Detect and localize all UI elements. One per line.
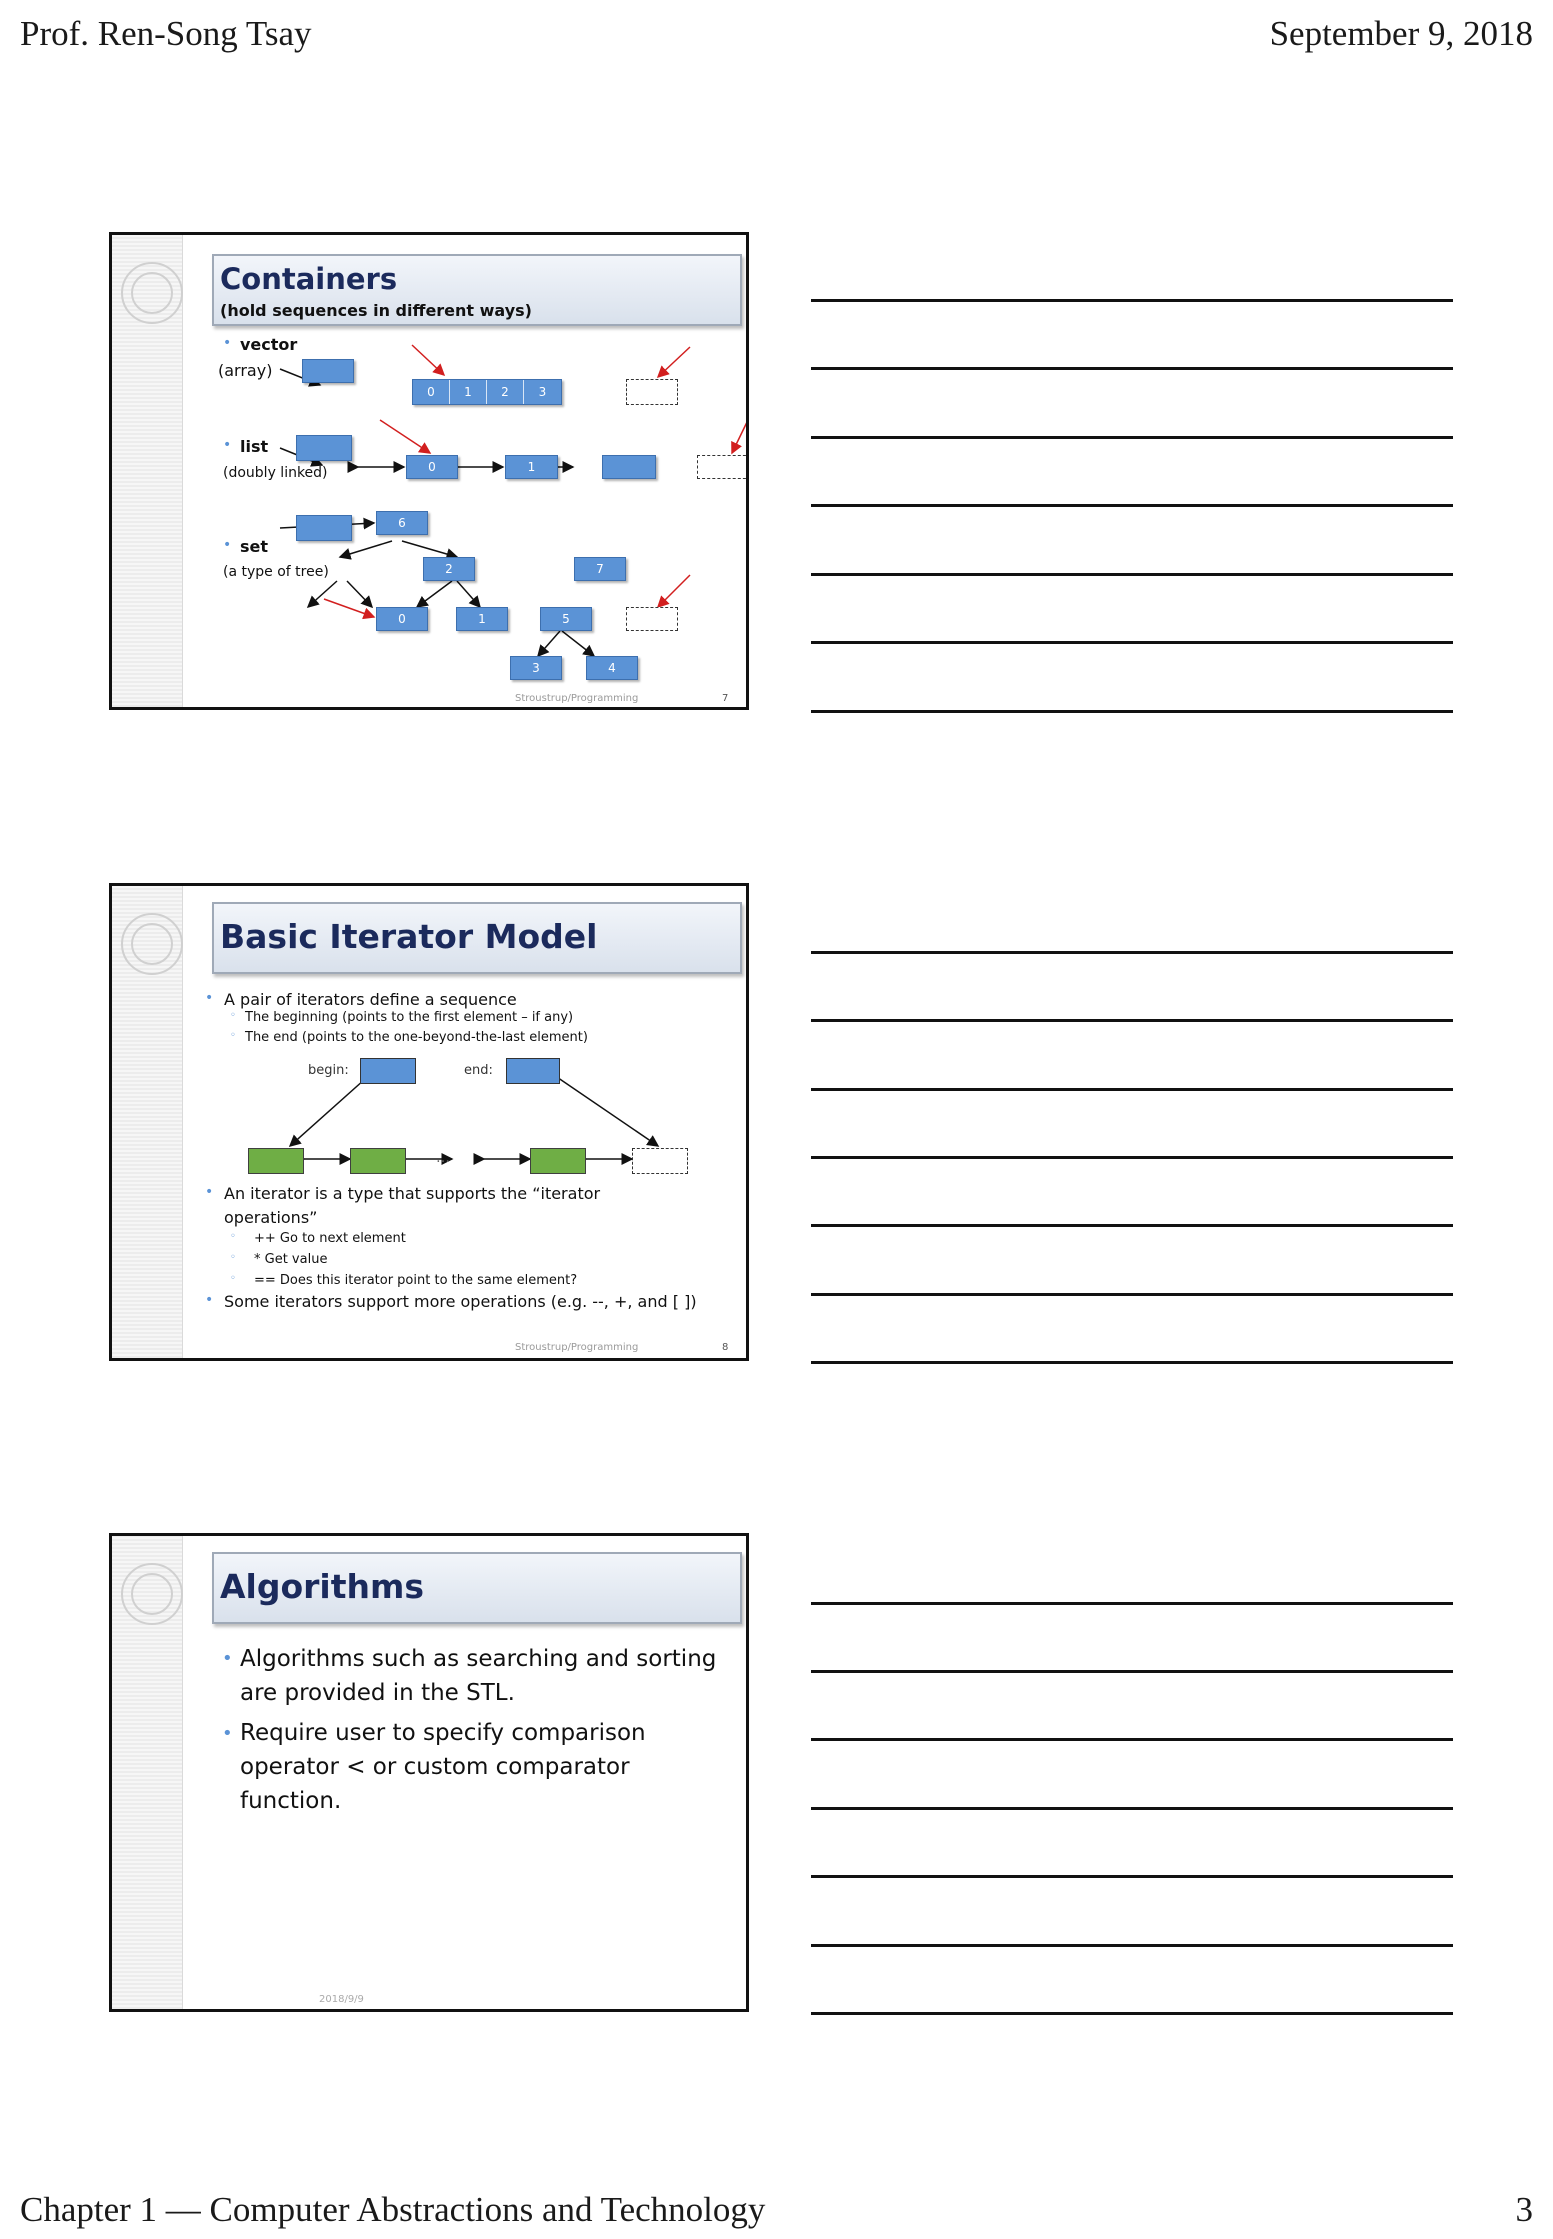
set-label: set — [240, 537, 269, 556]
sub-bullet-text: * Get value — [254, 1252, 328, 1267]
note-line — [811, 1875, 1453, 1878]
note-line — [811, 1944, 1453, 1947]
bullet-icon: • — [205, 1292, 214, 1308]
note-line — [811, 299, 1453, 302]
slide-subtitle: (hold sequences in different ways) — [220, 301, 532, 320]
end-iterator-box — [506, 1058, 560, 1084]
sub-bullet-icon: ◦ — [230, 1231, 236, 1242]
header-date: September 9, 2018 — [1269, 14, 1533, 53]
end-pointer-line — [548, 1071, 658, 1146]
set-node: 5 — [540, 607, 592, 631]
note-line — [811, 1807, 1453, 1810]
vector-note: (array) — [218, 361, 273, 380]
note-line — [811, 2012, 1453, 2015]
sequence-element — [350, 1148, 406, 1174]
sub-bullet-icon: ◦ — [230, 1273, 236, 1284]
slide-footer-date: 2018/9/9 — [319, 1994, 364, 2005]
sequence-ellipsis: … — [436, 1150, 450, 1166]
set-handle-box — [296, 515, 352, 541]
vector-end-slot — [626, 379, 678, 405]
sub-bullet-icon: ◦ — [230, 1010, 236, 1021]
one-past-end-slot — [632, 1148, 688, 1174]
bullet-line: Algorithms such as searching and sorting — [240, 1646, 717, 1672]
bullet-text: A pair of iterators define a sequence — [224, 990, 517, 1009]
footer-chapter: Chapter 1 — Computer Abstractions and Technology — [20, 2190, 766, 2229]
sequence-element — [530, 1148, 586, 1174]
header-author: Prof. Ren-Song Tsay — [20, 14, 312, 53]
vector-array — [412, 379, 562, 405]
sub-bullet-text: ++ Go to next element — [254, 1231, 406, 1246]
bullet-line: operator < or custom comparator — [240, 1754, 630, 1780]
bullet-icon: • — [205, 1184, 214, 1200]
bullet-text-continued: operations” — [224, 1208, 318, 1227]
note-line — [811, 1670, 1453, 1673]
decor-swirl — [122, 914, 182, 974]
bullet-icon: • — [223, 437, 232, 453]
vector-label: vector — [240, 335, 298, 354]
vector-cell: 1 — [450, 380, 487, 404]
slide-algorithms — [109, 1533, 749, 2012]
note-line — [811, 1602, 1453, 1605]
note-line — [811, 641, 1453, 644]
list-end-slot — [697, 455, 749, 479]
set-node: 3 — [510, 656, 562, 680]
slide-title: Containers — [220, 262, 398, 296]
sub-bullet-text: The beginning (points to the first element – if any) — [245, 1010, 574, 1025]
list-node — [602, 455, 656, 479]
note-line — [811, 1156, 1453, 1159]
slide-footer-number: 8 — [722, 1342, 729, 1353]
note-line — [811, 1361, 1453, 1364]
list-label: list — [240, 437, 269, 456]
sub-bullet-icon: ◦ — [230, 1030, 236, 1041]
slide-footer-source: Stroustrup/Programming — [515, 1342, 639, 1353]
list-node: 1 — [505, 455, 558, 479]
set-node: 6 — [376, 511, 428, 535]
slide-title: Algorithms — [220, 1567, 425, 1606]
bullet-text: An iterator is a type that supports the “iterator — [224, 1184, 601, 1203]
slide-iterator-model — [109, 883, 749, 1361]
sequence-element — [248, 1148, 304, 1174]
bullet-icon: • — [223, 335, 232, 351]
bullet-text: Some iterators support more operations (e.g. --, +, and [ ]) — [224, 1292, 697, 1311]
set-note: (a type of tree) — [223, 564, 329, 580]
set-node: 2 — [423, 557, 475, 581]
list-node: 0 — [406, 455, 458, 479]
note-line — [811, 1224, 1453, 1227]
note-line — [811, 367, 1453, 370]
note-line — [811, 1738, 1453, 1741]
note-line — [811, 1293, 1453, 1296]
note-line — [811, 504, 1453, 507]
decor-swirl — [122, 1564, 182, 1624]
set-node: 0 — [376, 607, 428, 631]
end-label: end: — [464, 1063, 493, 1078]
vector-handle-box — [302, 359, 354, 383]
bullet-line: function. — [240, 1788, 342, 1814]
set-node: 7 — [574, 557, 626, 581]
vector-cell: 3 — [538, 385, 547, 399]
bullet-icon: • — [222, 1723, 233, 1744]
sub-bullet-text: The end (points to the one-beyond-the-last element) — [245, 1030, 588, 1045]
note-line — [811, 1019, 1453, 1022]
list-handle-box — [296, 435, 352, 461]
slide-footer-number: 7 — [722, 693, 729, 704]
footer-page-number: 3 — [1515, 2190, 1533, 2229]
note-line — [811, 436, 1453, 439]
vector-cell: 0 — [413, 380, 450, 404]
bullet-line: Require user to specify comparison — [240, 1720, 646, 1746]
set-end-slot — [626, 607, 678, 631]
decor-swirl — [122, 263, 182, 323]
begin-label: begin: — [308, 1063, 349, 1078]
bullet-line: are provided in the STL. — [240, 1680, 515, 1706]
note-line — [811, 573, 1453, 576]
set-node: 1 — [456, 607, 508, 631]
slide-containers — [109, 232, 749, 710]
sub-bullet-text: == Does this iterator point to the same element? — [254, 1273, 578, 1288]
sub-bullet-icon: ◦ — [230, 1252, 236, 1263]
list-note: (doubly linked) — [223, 465, 328, 481]
bullet-icon: • — [222, 1648, 233, 1669]
vector-cell: 2 — [487, 380, 524, 404]
bullet-icon: • — [205, 990, 214, 1006]
note-line — [811, 710, 1453, 713]
note-line — [811, 951, 1453, 954]
begin-iterator-box — [360, 1058, 416, 1084]
note-line — [811, 1088, 1453, 1091]
slide-title: Basic Iterator Model — [220, 917, 598, 956]
set-node: 4 — [586, 656, 638, 680]
bullet-icon: • — [223, 537, 232, 553]
slide-footer-source: Stroustrup/Programming — [515, 693, 639, 704]
